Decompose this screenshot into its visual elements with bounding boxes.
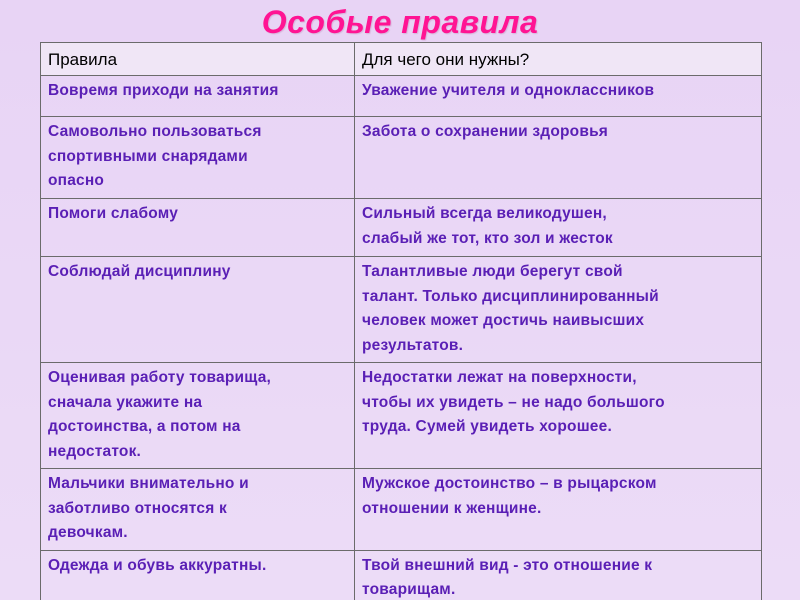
reason-cell [355,469,762,551]
reason-cell [355,199,762,257]
reason-text: Уважение учителя и одноклассников [362,82,655,99]
reason-text: Забота о сохранении здоровья [362,123,609,140]
table-row [41,257,762,363]
reason-text: Талантливые люди берегут свой талант. Только дисциплинированный человек может достичь наивысших результатов. [362,263,659,354]
rule-text: Вовремя приходи на занятия [48,82,279,99]
rule-text: Оценивая работу товарища, сначала укажите на достоинства, а потом на недостаток. [48,369,272,460]
table-row [41,550,762,600]
column-header-purpose: Для чего они нужны? [355,43,762,76]
rule-cell [41,363,355,469]
reason-cell [355,363,762,469]
rule-cell [41,199,355,257]
rules-table [40,42,762,600]
rule-text: Мальчики внимательно и заботливо относятся к девочкам. [48,475,249,541]
table-row [41,117,762,199]
rule-text: Помоги слабому [48,205,179,222]
rule-text: Соблюдай дисциплину [48,263,231,280]
rule-cell [41,117,355,199]
rule-cell [41,257,355,363]
reason-text: Сильный всегда великодушен, слабый же тот, кто зол и жесток [362,205,613,247]
rule-cell [41,469,355,551]
table-header-row [41,43,762,76]
column-header-rules: Правила [41,43,355,76]
reason-cell [355,76,762,117]
reason-text: Твой внешний вид - это отношение к товарищам. [362,556,653,598]
rule-text: Одежда и обувь аккуратны. [48,556,267,574]
page-title: Особые правила [261,4,539,40]
reason-cell [355,117,762,199]
reason-cell [355,257,762,363]
reason-text: Мужское достоинство – в рыцарском отношении к женщине. [362,475,657,517]
rule-cell [41,550,355,600]
rule-text: Самовольно пользоваться спортивными снарядами опасно [48,123,262,189]
reason-cell [355,550,762,600]
table-row [41,76,762,117]
reason-text: Недостатки лежат на поверхности, чтобы их увидеть – не надо большого труда. Сумей увидеть хорошее. [362,369,665,435]
table-row [41,469,762,551]
rule-cell [41,76,355,117]
table-row [41,363,762,469]
table-row [41,199,762,257]
